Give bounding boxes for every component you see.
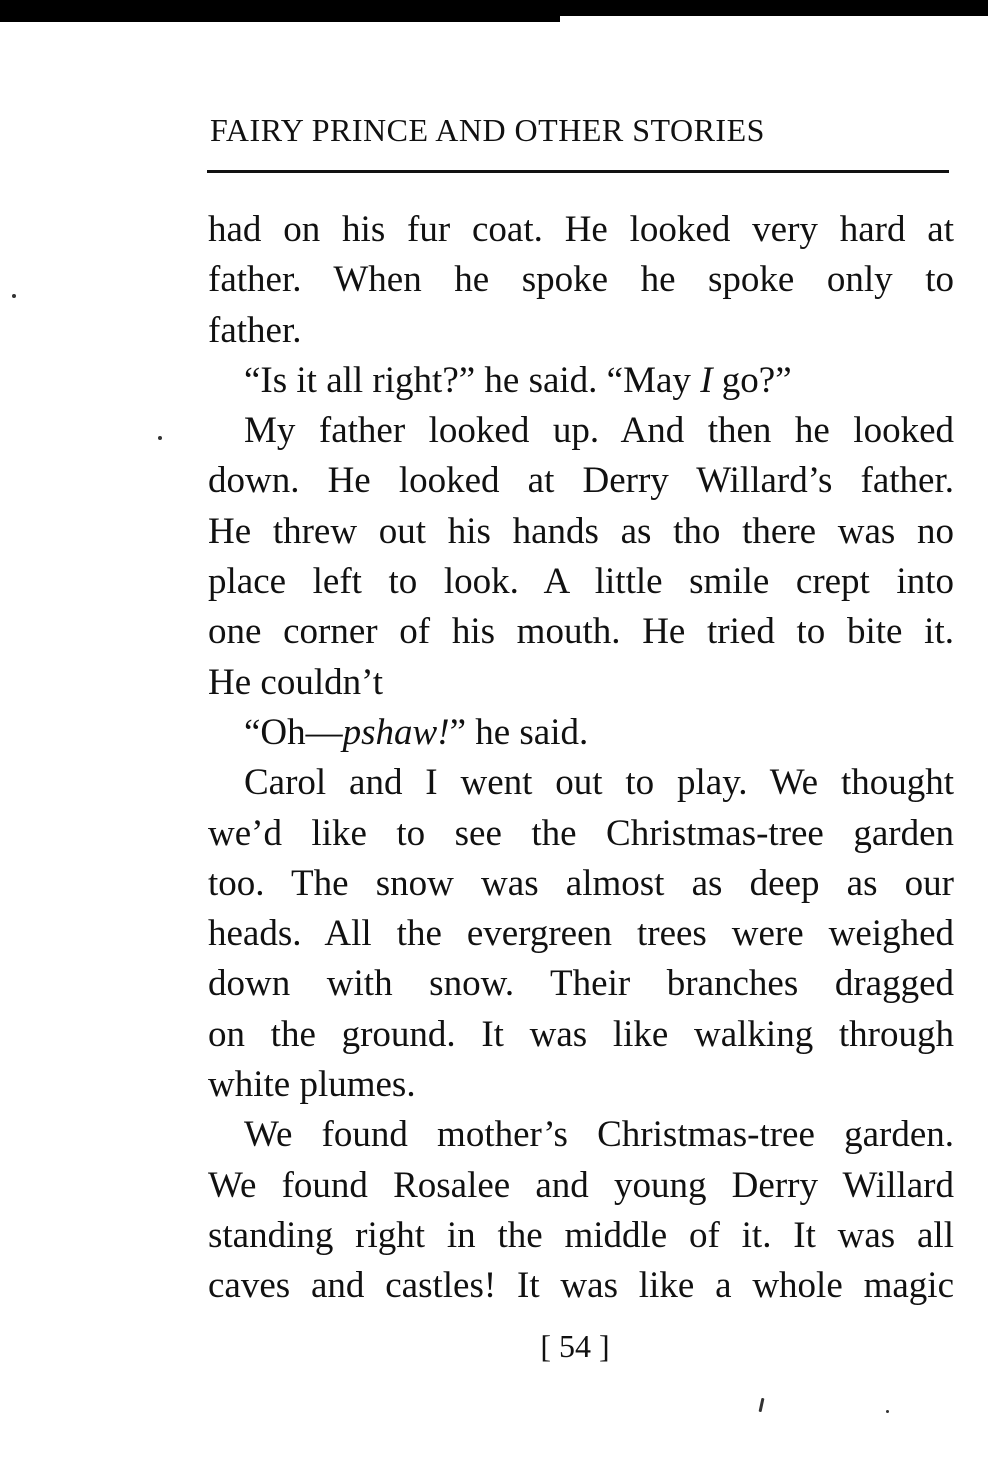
text-line: father. bbox=[208, 309, 302, 351]
page-number: [ 54 ] bbox=[540, 1328, 610, 1364]
header-rule bbox=[207, 170, 949, 173]
text-line: too. The snow was almost as deep as our bbox=[208, 862, 954, 904]
text-line: standing right in the middle of it. It was all bbox=[208, 1214, 954, 1256]
text-line: white plumes. bbox=[208, 1064, 416, 1106]
text-line: Carol and I went out to play. We thought bbox=[244, 762, 954, 804]
text-line: “Oh—pshaw!” he said. bbox=[244, 711, 589, 753]
text-line: down with snow. Their branches dragged bbox=[208, 963, 954, 1005]
text-line: down. He looked at Derry Willard’s father. bbox=[208, 460, 954, 502]
scan-speck bbox=[886, 1410, 889, 1413]
body-text bbox=[208, 205, 954, 1312]
scan-speck bbox=[158, 436, 162, 440]
running-head: FAIRY PRINCE AND OTHER STORIES bbox=[210, 112, 765, 148]
text-line: had on his fur coat. He looked very hard at bbox=[208, 209, 954, 250]
text-line: “Is it all right?” he said. “May I go?” bbox=[244, 359, 792, 401]
text-line: We found Rosalee and young Derry Willard bbox=[208, 1164, 954, 1206]
text-line: He threw out his hands as tho there was no bbox=[208, 510, 954, 552]
text-line: one corner of his mouth. He tried to bite it. bbox=[208, 611, 954, 653]
scan-speck bbox=[759, 1398, 765, 1412]
text-line: He couldn’t bbox=[208, 661, 384, 703]
text-line: My father looked up. And then he looked bbox=[244, 410, 954, 452]
scan-top-edge-thick bbox=[0, 0, 560, 22]
text-line: on the ground. It was like walking through bbox=[208, 1013, 954, 1055]
text-line: place left to look. A little smile crept into bbox=[208, 561, 954, 603]
text-line: we’d like to see the Christmas-tree garden bbox=[208, 812, 954, 854]
text-line: heads. All the evergreen trees were weighed bbox=[208, 913, 954, 955]
text-line: We found mother’s Christmas-tree garden. bbox=[244, 1114, 954, 1156]
text-line: father. When he spoke he spoke only to bbox=[208, 259, 954, 301]
text-line: caves and castles! It was like a whole magic bbox=[208, 1265, 954, 1307]
scan-speck bbox=[12, 294, 16, 298]
